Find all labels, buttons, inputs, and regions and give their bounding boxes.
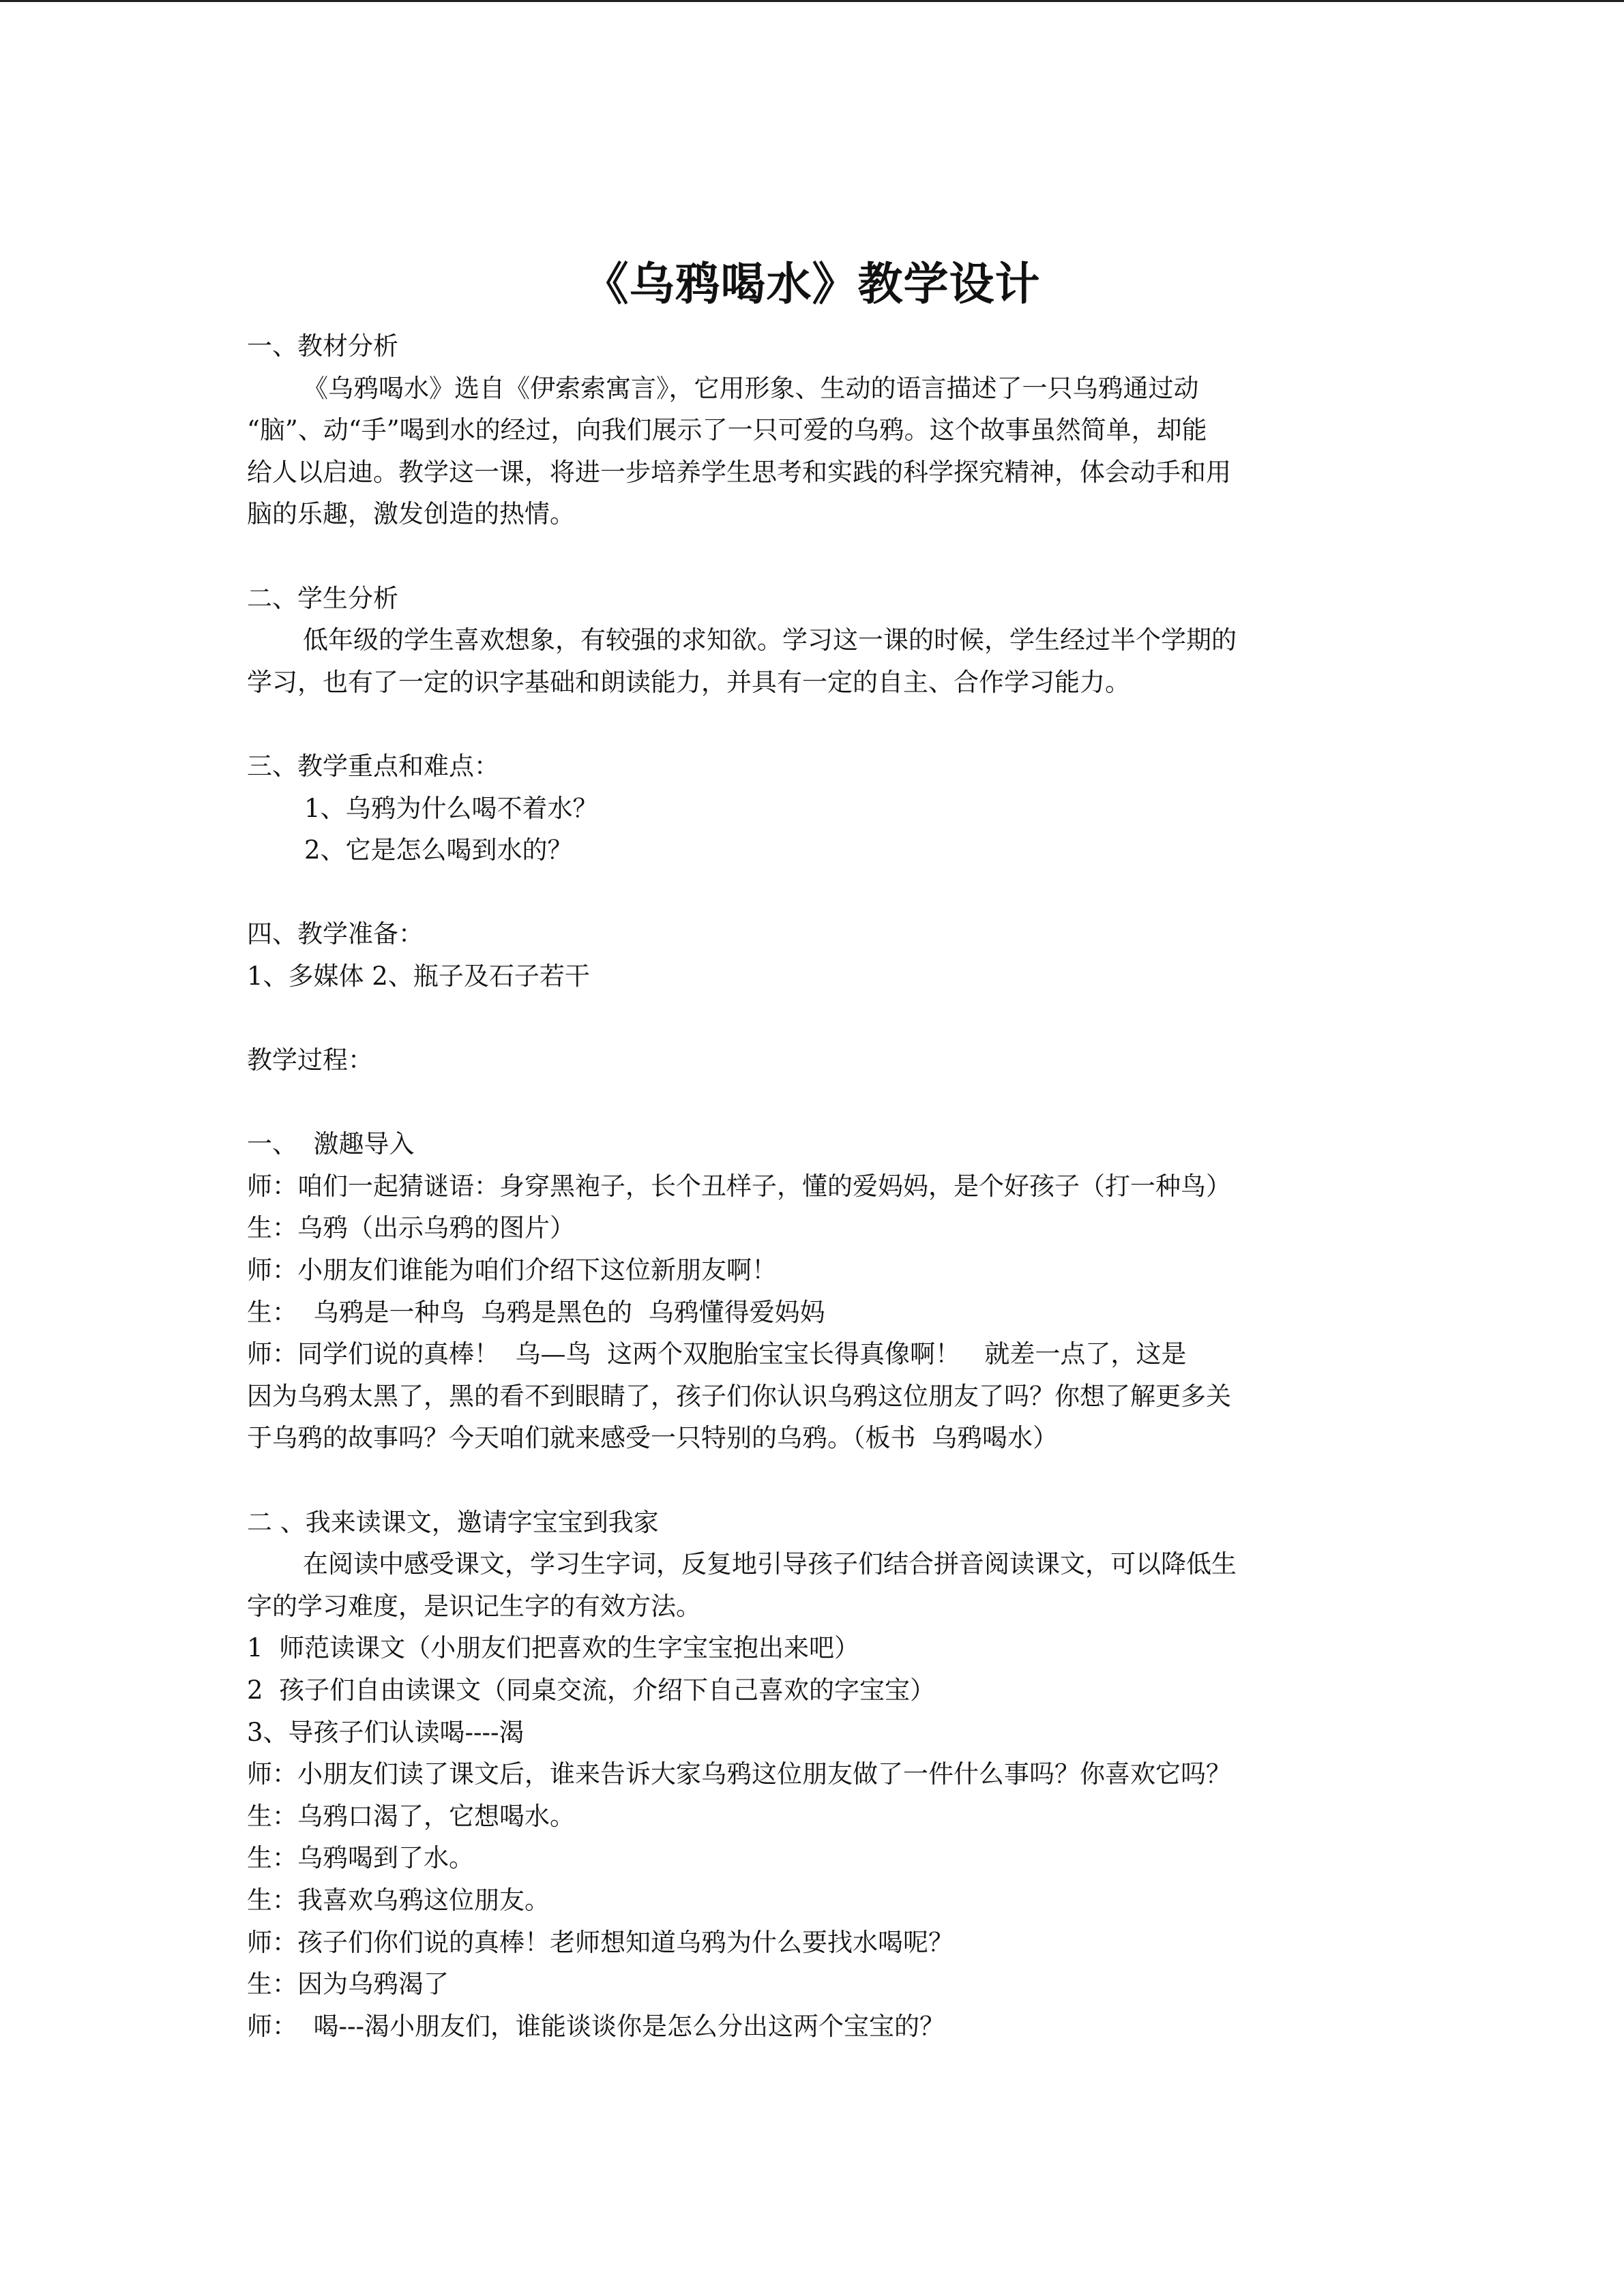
text-line: 给人以启迪。教学这一课，将进一步培养学生思考和实践的科学探究精神，体会动手和用 bbox=[247, 457, 1231, 487]
text-line: 生：乌鸦（出示乌鸦的图片） bbox=[247, 1213, 575, 1243]
text-line: 1、多媒体 2、瓶子及石子若干 bbox=[247, 961, 590, 991]
text-line: 二、学生分析 bbox=[247, 583, 398, 613]
text-line: 师：孩子们你们说的真棒！老师想知道乌鸦为什么要找水喝呢？ bbox=[247, 1927, 954, 1957]
text-line: 师：小朋友们读了课文后，谁来告诉大家乌鸦这位朋友做了一件什么事吗？你喜欢它吗？ bbox=[247, 1759, 1231, 1789]
text-line: 一、 激趣导入 bbox=[247, 1129, 415, 1159]
blank-line bbox=[247, 998, 1393, 1040]
text-line: 师：小朋友们谁能为咱们介绍下这位新朋友啊！ bbox=[247, 1255, 777, 1285]
text-line: 1 师范读课文（小朋友们把喜欢的生字宝宝抱出来吧） bbox=[247, 1633, 860, 1663]
text-line: 师：同学们说的真棒！ 乌—鸟 这两个双胞胎宝宝长得真像啊！ 就差一点了，这是 bbox=[247, 1339, 1187, 1369]
blank-line bbox=[247, 535, 1393, 578]
text-line: 师：咱们一起猜谜语：身穿黑袍子，长个丑样子，懂的爱妈妈，是个好孩子（打一种鸟） bbox=[247, 1171, 1231, 1201]
text-line: 生：乌鸦口渴了，它想喝水。 bbox=[247, 1801, 575, 1831]
text-line: 教学过程： bbox=[247, 1045, 373, 1075]
text-line: 脑的乐趣，激发创造的热情。 bbox=[247, 499, 575, 529]
text-line: 生：因为乌鸦渴了 bbox=[247, 1969, 449, 1999]
text-line: 学习，也有了一定的识字基础和朗读能力，并具有一定的自主、合作学习能力。 bbox=[247, 667, 1130, 697]
text-line: 《乌鸦喝水》选自《伊索索寓言》，它用形象、生动的语言描述了一只乌鸦通过动 bbox=[303, 373, 1199, 403]
blank-line bbox=[247, 1459, 1393, 1502]
text-line: 1、乌鸦为什么喝不着水？ bbox=[304, 793, 598, 823]
text-line: 因为乌鸦太黑了，黑的看不到眼睛了，孩子们你认识乌鸦这位朋友了吗？你想了解更多关 bbox=[247, 1381, 1231, 1411]
text-line: 师： 喝---渴小朋友们，谁能谈谈你是怎么分出这两个宝宝的？ bbox=[247, 2011, 945, 2041]
text-line: 字的学习难度，是识记生字的有效方法。 bbox=[247, 1591, 701, 1621]
text-line: 于乌鸦的故事吗？今天咱们就来感受一只特别的乌鸦。（板书 乌鸦喝水） bbox=[247, 1423, 1059, 1453]
text-line: “脑”、动“手”喝到水的经过，向我们展示了一只可爱的乌鸦。这个故事虽然简单，却能 bbox=[247, 415, 1207, 445]
text-line: 生：乌鸦喝到了水。 bbox=[247, 1843, 474, 1873]
blank-line bbox=[247, 1082, 1393, 1124]
blank-line bbox=[247, 871, 1393, 914]
text-line: 三、教学重点和难点： bbox=[247, 751, 499, 781]
blank-line bbox=[247, 703, 1393, 745]
text-line: 在阅读中感受课文，学习生字词，反复地引导孩子们结合拼音阅读课文，可以降低生 bbox=[303, 1549, 1237, 1579]
text-line: 一、教材分析 bbox=[247, 331, 398, 361]
document-body bbox=[247, 325, 1393, 2047]
document-title: 《乌鸦喝水》教学设计 bbox=[583, 257, 1041, 310]
text-line: 二 、我来读课文，邀请字宝宝到我家 bbox=[247, 1507, 659, 1537]
text-line: 生：我喜欢乌鸦这位朋友。 bbox=[247, 1885, 550, 1915]
text-line: 低年级的学生喜欢想象，有较强的求知欲。学习这一课的时候，学生经过半个学期的 bbox=[303, 625, 1237, 655]
text-line: 3、导孩子们认读喝----渴 bbox=[247, 1717, 525, 1747]
text-line: 2、它是怎么喝到水的？ bbox=[304, 835, 573, 865]
text-line: 四、教学准备： bbox=[247, 919, 424, 949]
text-line: 生： 乌鸦是一种鸟 乌鸦是黑色的 乌鸦懂得爱妈妈 bbox=[247, 1297, 825, 1327]
text-line: 2 孩子们自由读课文（同桌交流，介绍下自己喜欢的字宝宝） bbox=[247, 1675, 936, 1705]
